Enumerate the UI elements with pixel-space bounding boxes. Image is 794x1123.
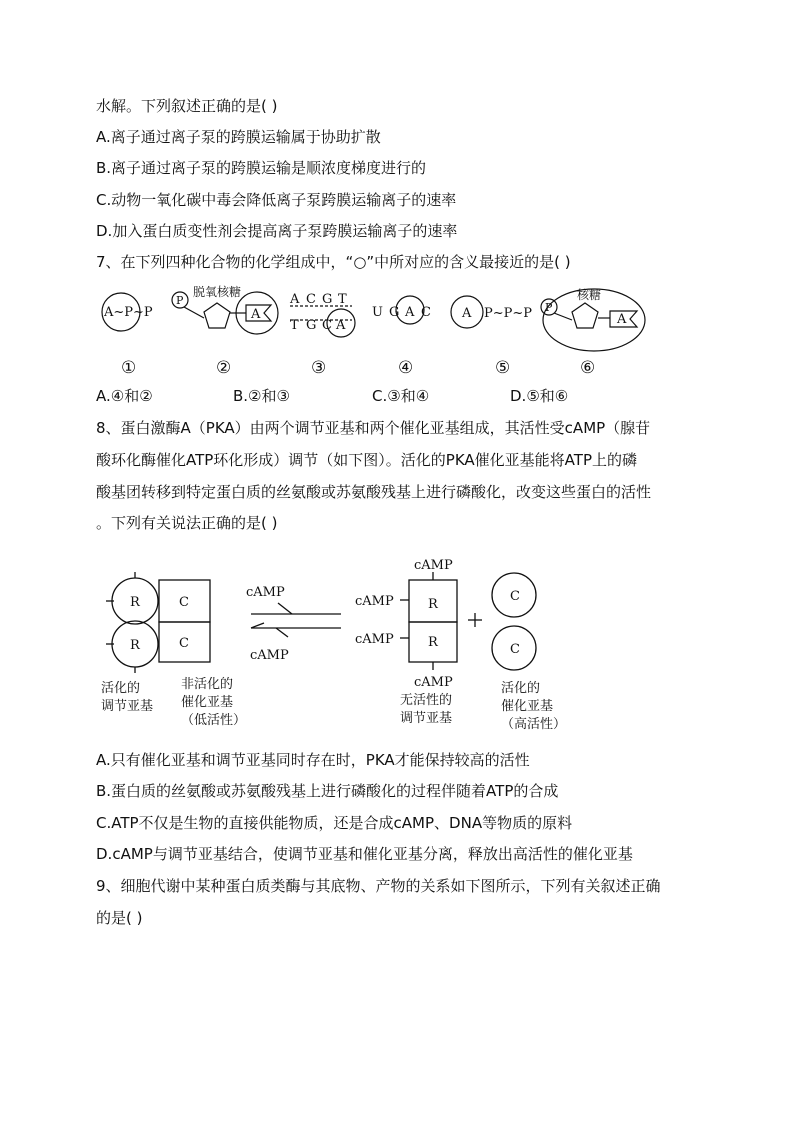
q7-stem: 7、在下列四种化合物的化学组成中，“○”中所对应的含义最接近的是( ) <box>96 253 571 271</box>
num-5: ⑤ <box>495 358 511 378</box>
camp-bottom: cAMP <box>414 675 453 690</box>
camp-left-bottom: cAMP <box>355 632 394 647</box>
c-label-top: C <box>179 595 189 610</box>
label-inactive-cat-2: 催化亚基 <box>181 695 234 710</box>
c3-top-1: A <box>290 292 300 307</box>
c6-label: 核糖 <box>577 288 602 302</box>
camp-top: cAMP <box>414 558 453 573</box>
camp-left-top: cAMP <box>355 594 394 609</box>
label-inactive-reg-1: 无活性的 <box>400 693 453 708</box>
c6-pentagon <box>572 303 598 328</box>
q7-option-b[interactable]: B.②和③ <box>233 387 290 405</box>
c1-text: A~P~P <box>104 305 153 320</box>
label-active-reg-1: 活化的 <box>101 681 141 696</box>
num-3: ③ <box>311 358 327 378</box>
label-active-cat-3: （高活性） <box>501 717 567 732</box>
q7-option-d[interactable]: D.⑤和⑥ <box>510 387 569 405</box>
q9-stem-line-2: 的是( ) <box>96 909 143 927</box>
pka-figure <box>0 540 794 740</box>
q8-stem-line-4: 。下列有关说法正确的是( ) <box>96 514 278 532</box>
c2-p: P <box>176 294 184 307</box>
q8-option-b[interactable]: B.蛋白质的丝氨酸或苏氨酸残基上进行磷酸化的过程伴随着ATP的合成 <box>96 782 559 800</box>
q6-option-c[interactable]: C.动物一氧化碳中毒会降低离子泵跨膜运输离子的速率 <box>96 191 457 209</box>
plus-sign: + <box>468 627 469 628</box>
c3-bottom-4: A <box>336 318 346 333</box>
q8-stem-line-2: 酸环化酶催化ATP环化形成）调节（如下图）。活化的PKA催化亚基能将ATP上的磷 <box>96 451 637 469</box>
c4-2: G <box>389 305 400 320</box>
q7-option-c[interactable]: C.③和④ <box>372 387 430 405</box>
c4-1: U <box>372 305 383 320</box>
c4-3: A <box>405 305 415 320</box>
c6-base: A <box>617 312 627 327</box>
q9-stem-line-1: 9、细胞代谢中某种蛋白质类酶与其底物、产物的关系如下图所示，下列有关叙述正确 <box>96 877 661 895</box>
num-4: ④ <box>398 358 414 378</box>
c3-top-4: T <box>338 292 347 307</box>
c6-p: P <box>545 301 553 314</box>
r-label-bottom: R <box>130 638 140 653</box>
c-label-bottom: C <box>179 636 189 651</box>
r-label-top: R <box>130 595 140 610</box>
q8-stem-line-1: 8、蛋白激酶A（PKA）由两个调节亚基和两个催化亚基组成，其活性受cAMP（腺苷 <box>96 419 651 437</box>
label-inactive-cat-1: 非活化的 <box>181 677 234 692</box>
c4-4: C <box>421 305 431 320</box>
c3-top-3: G <box>322 292 333 307</box>
c3-bottom-1: T <box>290 318 299 333</box>
q6-option-b[interactable]: B.离子通过离子泵的跨膜运输是顺浓度梯度进行的 <box>96 159 427 177</box>
reg-r-top: R <box>428 597 438 612</box>
num-2: ② <box>216 358 232 378</box>
label-active-cat-1: 活化的 <box>501 681 541 696</box>
free-c-label-bottom: C <box>510 642 520 657</box>
c5-a: A <box>462 306 472 321</box>
c2-pentagon <box>204 303 230 328</box>
q7-compounds-figure <box>0 0 794 400</box>
q7-option-a[interactable]: A.④和② <box>96 387 153 405</box>
q6-option-a[interactable]: A.离子通过离子泵的跨膜运输属于协助扩散 <box>96 128 381 146</box>
q8-option-a[interactable]: A.只有催化亚基和调节亚基同时存在时，PKA才能保持较高的活性 <box>96 751 530 769</box>
c2-base: A <box>251 307 261 322</box>
q8-stem-line-3: 酸基团转移到特定蛋白质的丝氨酸或苏氨酸残基上进行磷酸化，改变这些蛋白的活性 <box>96 483 652 501</box>
c3-top-2: C <box>306 292 316 307</box>
free-c-label-top: C <box>510 589 520 604</box>
camp-forward: cAMP <box>246 585 285 600</box>
q6-option-d[interactable]: D.加入蛋白质变性剂会提高离子泵跨膜运输离子的速率 <box>96 222 458 240</box>
q6-stem-tail: 水解。下列叙述正确的是( ) <box>96 97 278 115</box>
c2-label: 脱氧核糖 <box>193 285 242 299</box>
reg-r-bottom: R <box>428 635 438 650</box>
label-inactive-reg-2: 调节亚基 <box>400 711 453 726</box>
num-1: ① <box>121 358 137 378</box>
q8-option-d[interactable]: D.cAMP与调节亚基结合，使调节亚基和催化亚基分离，释放出高活性的催化亚基 <box>96 845 633 863</box>
c3-bottom-3: C <box>322 318 332 333</box>
c5-rest: P~P~P <box>484 306 533 321</box>
label-active-reg-2: 调节亚基 <box>101 699 154 714</box>
label-inactive-cat-3: （低活性） <box>181 713 247 728</box>
c3-bottom-2: G <box>306 318 317 333</box>
label-active-cat-2: 催化亚基 <box>501 699 554 714</box>
num-6: ⑥ <box>580 358 596 378</box>
q8-option-c[interactable]: C.ATP不仅是生物的直接供能物质，还是合成cAMP、DNA等物质的原料 <box>96 814 573 832</box>
camp-reverse: cAMP <box>250 648 289 663</box>
